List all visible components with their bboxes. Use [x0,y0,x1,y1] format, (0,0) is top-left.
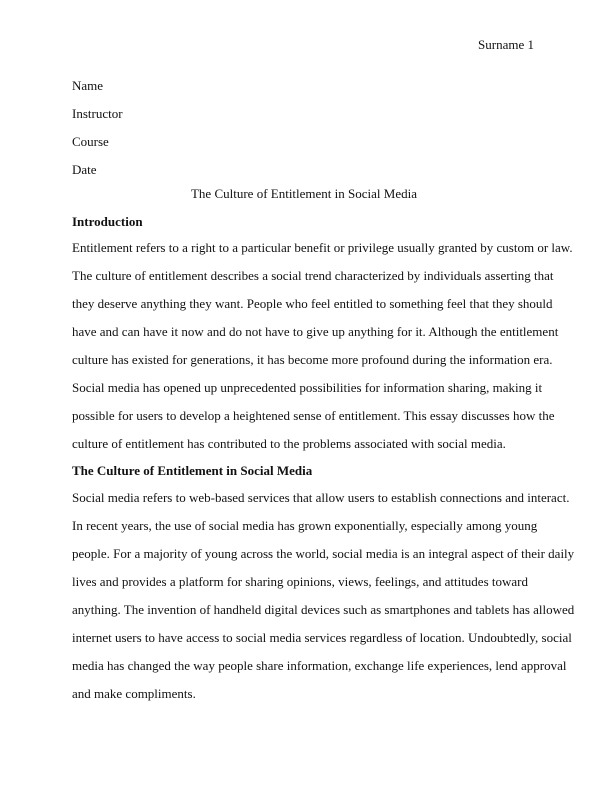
paragraph-line: In recent years, the use of social media has grown exponentially, especially among young [72,518,538,533]
paragraph-line: Social media refers to web-based services that allow users to establish connections and interact. [72,490,570,505]
paragraph-line: anything. The invention of handheld digital devices such as smartphones and tablets has allowed [72,602,575,617]
paragraph-line: they deserve anything they want. People who feel entitled to something feel that they should [72,296,553,311]
paragraph-line: people. For a majority of young across the world, social media is an integral aspect of their daily [72,546,575,561]
paragraph-line: Entitlement refers to a right to a particular benefit or privilege usually granted by custom or law. [72,240,573,255]
paragraph-line: and make compliments. [72,686,196,701]
paragraph-line: possible for users to develop a heightened sense of entitlement. This essay discusses how the [72,408,555,423]
culture-paragraph [72,484,575,708]
paragraph-line: culture has existed for generations, it has become more profound during the information era. [72,352,553,367]
essay-title: The Culture of Entitlement in Social Media [190,186,417,201]
course-name: Course [72,134,109,149]
introduction-paragraph [72,234,573,458]
paragraph-line: have and can have it now and do not have to give up anything for it. Although the entitlement [72,324,559,339]
paragraph-line: lives and provides a platform for sharing opinions, views, feelings, and attitudes toward [72,574,528,589]
student-heading-block [72,72,542,184]
running-head: Surname 1 [478,37,534,52]
paragraph-line: internet users to have access to social media services regardless of location. Undoubtedly, social [72,630,572,645]
paragraph-line: Social media has opened up unprecedented possibilities for information sharing, making it [72,380,543,395]
paragraph-line: culture of entitlement has contributed to the problems associated with social media. [72,436,506,451]
date: Date [72,162,97,177]
instructor-name: Instructor [72,106,123,121]
introduction-heading: Introduction [72,214,143,229]
culture-section-heading: The Culture of Entitlement in Social Media [72,463,313,478]
student-name: Name [72,78,104,93]
paragraph-line: The culture of entitlement describes a social trend characterized by individuals asserting that [72,268,554,283]
paragraph-line: media has changed the way people share information, exchange life experiences, lend approval [72,658,567,673]
